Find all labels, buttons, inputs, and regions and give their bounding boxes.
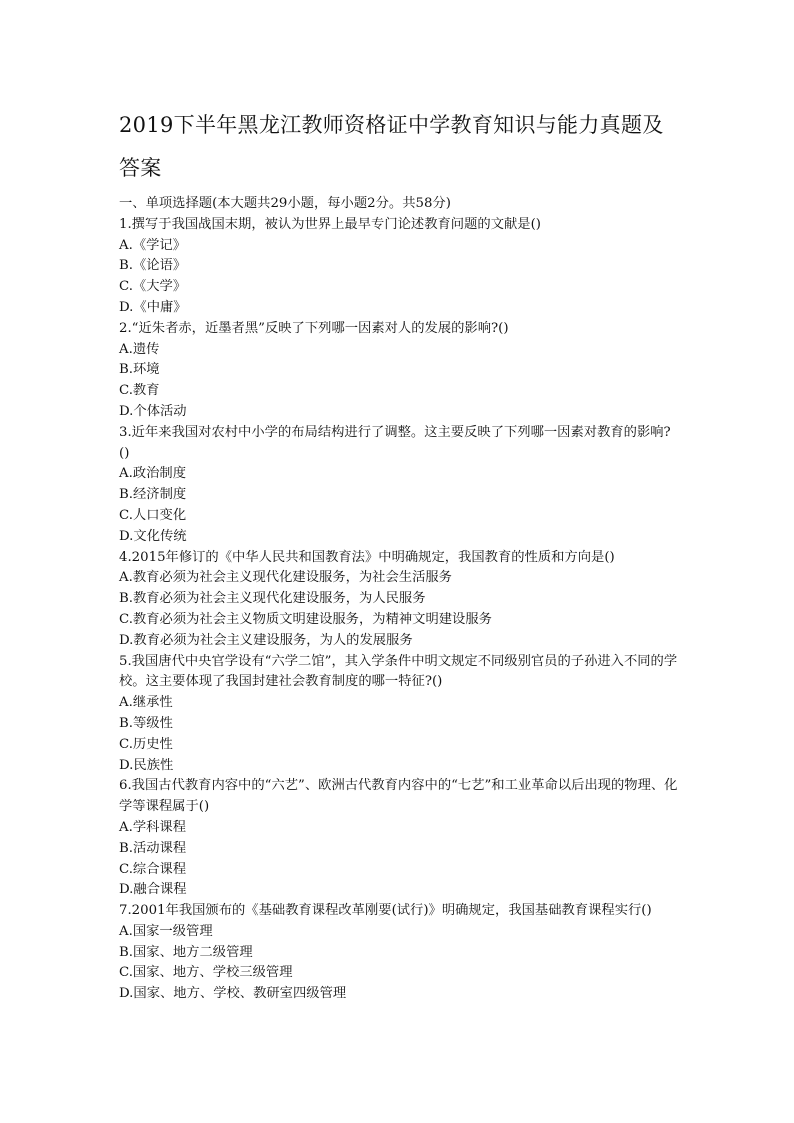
- option-d: D.国家、地方、学校、教研室四级管理: [119, 986, 347, 1002]
- option-a: A.遗传: [119, 341, 160, 357]
- question-block-1: [119, 215, 679, 319]
- option-c: C.历史性: [119, 736, 173, 752]
- question-stem: 5.我国唐代中央官学设有“六学二馆”，其入学条件中明文规定不同级别官员的子孙进入不同的学校。这主要体现了我国封建社会教育制度的哪一特征?(): [119, 653, 678, 690]
- document-title: 2019下半年黑龙江教师资格证中学教育知识与能力真题及答案: [119, 113, 664, 180]
- option-a: A.学科课程: [119, 819, 187, 835]
- option-c: C.国家、地方、学校三级管理: [119, 965, 293, 981]
- question-block-6: [119, 776, 679, 901]
- question-block-2: [119, 319, 679, 423]
- question-stem: 2.“近朱者赤，近墨者黑”反映了下列哪一因素对人的发展的影响?(): [119, 320, 509, 336]
- document-page: [119, 104, 679, 1005]
- option-c: C.人口变化: [119, 507, 187, 523]
- option-a: A.教育必须为社会主义现代化建设服务，为社会生活服务: [119, 570, 452, 586]
- option-c: C.教育: [119, 383, 160, 399]
- option-b: B.教育必须为社会主义现代化建设服务，为人民服务: [119, 591, 426, 607]
- option-d: D.教育必须为社会主义建设服务，为人的发展服务: [119, 632, 413, 648]
- option-d: D.《中庸》: [119, 299, 187, 315]
- option-b: B.环境: [119, 362, 160, 378]
- option-d: D.民族性: [119, 757, 174, 773]
- option-a: A.政治制度: [119, 466, 187, 482]
- question-block-5: [119, 652, 679, 777]
- question-stem: 1.撰写于我国战国末期，被认为世界上最早专门论述教育问题的文献是(): [119, 216, 541, 232]
- question-stem: 3.近年来我国对农村中小学的布局结构进行了调整。这主要反映了下列哪一因素对教育的影响?(): [119, 424, 671, 461]
- option-d: D.融合课程: [119, 882, 187, 898]
- option-b: B.国家、地方二级管理: [119, 944, 253, 960]
- option-a: A.《学记》: [119, 237, 187, 253]
- question-block-7: [119, 901, 679, 1005]
- option-a: A.继承性: [119, 695, 173, 711]
- option-b: B.活动课程: [119, 840, 187, 856]
- option-a: A.国家一级管理: [119, 923, 213, 939]
- option-b: B.《论语》: [119, 258, 187, 274]
- option-b: B.等级性: [119, 715, 173, 731]
- question-block-3: [119, 423, 679, 548]
- question-block-4: [119, 548, 679, 652]
- question-stem: 6.我国古代教育内容中的“六艺”、欧洲古代教育内容中的“七艺”和工业革命以后出现的物理、化学等课程属于(): [119, 778, 678, 815]
- option-d: D.文化传统: [119, 528, 187, 544]
- option-b: B.经济制度: [119, 487, 187, 503]
- question-stem: 7.2001年我国颁布的《基础教育课程改革刚要(试行)》明确规定，我国基础教育课程实行(): [119, 903, 652, 919]
- section-heading: 一、单项选择题(本大题共29小题，每小题2分。共58分): [119, 196, 451, 211]
- question-stem: 4.2015年修订的《中华人民共和国教育法》中明确规定，我国教育的性质和方向是(): [119, 549, 615, 565]
- option-d: D.个体活动: [119, 403, 187, 419]
- option-c: C.综合课程: [119, 861, 187, 877]
- option-c: C.教育必须为社会主义物质文明建设服务，为精神文明建设服务: [119, 611, 492, 627]
- option-c: C.《大学》: [119, 279, 187, 295]
